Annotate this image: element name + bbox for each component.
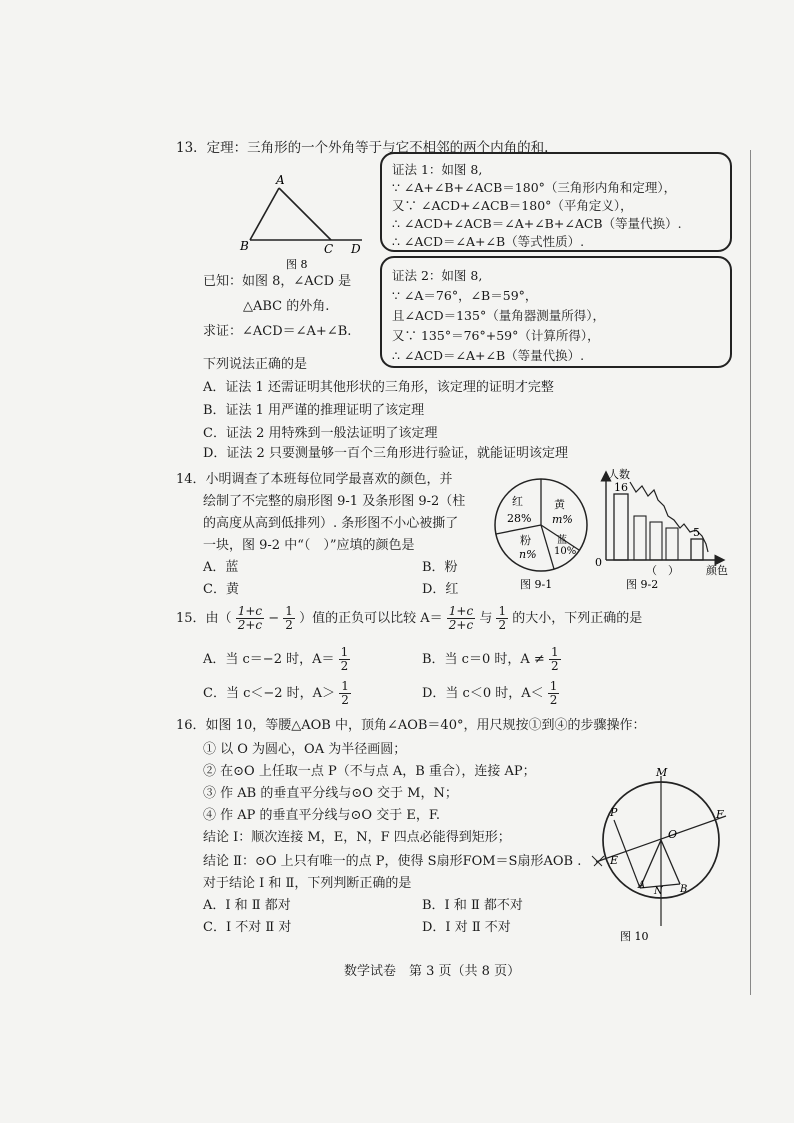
- q13-option-c[interactable]: C．证法 2 用特殊到一般法证明了该定理: [203, 426, 438, 441]
- q16-line-1: 16．如图 10，等腰△AOB 中，顶角∠AOB＝40°，用尺规按①到④的步骤操作：: [176, 718, 646, 733]
- bar-1: [614, 494, 628, 560]
- q16-question: 对于结论 Ⅰ 和 Ⅱ，下列判断正确的是: [203, 876, 412, 891]
- fig10-label-b: B: [680, 884, 688, 895]
- fig10-label-m: M: [656, 766, 668, 779]
- q14-line-2: 绘制了不完整的扇形图 9-1 及条形图 9-2（柱: [203, 494, 466, 509]
- q14-option-a[interactable]: A．蓝: [203, 560, 239, 575]
- pie-label-blue: 蓝: [557, 535, 567, 546]
- proof1-line-4: ∴ ∠ACD+∠ACB＝∠A+∠B+∠ACB（等量代换）.: [392, 216, 682, 231]
- proof1-line-1: 证法 1：如图 8,: [392, 162, 483, 177]
- q14-line-1: 14．小明调查了本班每位同学最喜欢的颜色，并: [176, 472, 453, 487]
- q16-option-b[interactable]: B．Ⅰ 和 Ⅱ 都不对: [422, 898, 523, 913]
- q15-option-d[interactable]: D．当 c＜0 时，A＜ $\frac{1}{2}$: [422, 679, 558, 707]
- q16-option-a[interactable]: A．Ⅰ 和 Ⅱ 都对: [203, 898, 291, 913]
- q16-option-c[interactable]: C．Ⅰ 不对 Ⅱ 对: [203, 920, 292, 935]
- bar-3: [650, 522, 662, 560]
- q13-given-1: 已知：如图 8，∠ACD 是: [203, 274, 352, 289]
- q13-option-d[interactable]: D．证法 2 只要测量够一百个三角形进行验证，就能证明该定理: [203, 446, 568, 461]
- bar-2: [634, 516, 646, 560]
- q15-suffix: 的大小，下列正确的是: [512, 611, 643, 626]
- pie-divider-left: [496, 525, 541, 534]
- pie-label-yellow: 黄: [554, 498, 565, 511]
- proof2-line-1: 证法 2：如图 8,: [392, 268, 483, 283]
- q15-frac-half-a: $\frac{1}{2}$: [285, 604, 293, 632]
- proof-1-box: [380, 152, 732, 252]
- fig10-label-p: P: [610, 806, 618, 819]
- q16-conclusion-1: 结论 Ⅰ：顺次连接 M，E，N，F 四点必能得到矩形；: [203, 830, 511, 845]
- q15-option-b[interactable]: B．当 c＝0 时，A ≠ $\frac{1}{2}$: [422, 645, 559, 673]
- q16-step-1: ① 以 O 为圆心，OA 为半径画圆；: [203, 742, 407, 757]
- bar-origin: 0: [595, 556, 602, 569]
- fig8-side-ac: [279, 188, 331, 240]
- fig8-label-a: A: [276, 173, 285, 187]
- q13-option-a[interactable]: A．证法 1 还需证明其他形状的三角形，该定理的证明才完整: [203, 380, 554, 395]
- bar-xlabel: 颜色: [706, 564, 728, 577]
- page-footer: 数学试卷 第 3 页（共 8 页）: [344, 964, 521, 979]
- q13-given-2: △ABC 的外角.: [243, 299, 330, 314]
- pie-pct-blue: 10%: [554, 546, 577, 557]
- bar-5: [691, 539, 703, 560]
- q14-option-d[interactable]: D．红: [422, 582, 459, 597]
- bar-caption: 图 9-2: [626, 578, 659, 591]
- q15-stem: [176, 601, 642, 637]
- q15-frac-main-a: $\frac{1+c}{2+c}$: [237, 604, 263, 632]
- pie-pct-red: 28%: [507, 512, 532, 525]
- figure-8: [236, 170, 376, 278]
- q16-step-2: ② 在⊙O 上任取一点 P（不与点 A，B 重合），连接 AP；: [203, 764, 536, 779]
- figure-9-1-pie: [488, 470, 598, 592]
- proof1-line-5: ∴ ∠ACD＝∠A+∠B（等式性质）.: [392, 234, 585, 249]
- proof2-line-4: 又∵ 135°＝76°+59°（计算所得），: [392, 328, 600, 343]
- pie-pct-yellow: m%: [552, 513, 573, 526]
- fig10-label-e: E: [610, 854, 619, 867]
- q15-option-c[interactable]: C．当 c＜−2 时，A＞ $\frac{1}{2}$: [203, 679, 349, 707]
- q15-frac-half-b: $\frac{1}{2}$: [498, 604, 507, 632]
- q14-line-3: 的高度从高到低排列）. 条形图不小心被撕了: [203, 516, 459, 531]
- q16-conclusion-2: 结论 Ⅱ：⊙O 上只有唯一的点 P，使得 S扇形FOM＝S扇形AOB .: [203, 854, 582, 869]
- proof-2-box: [380, 256, 732, 368]
- q15-minus: −: [268, 611, 280, 626]
- fig10-label-f: F: [716, 808, 724, 821]
- fig10-ob: [661, 840, 680, 884]
- bar-blank-label: （ ）: [646, 564, 679, 577]
- bar-ylabel: 人数: [608, 468, 630, 481]
- q15-mid: ）值的正负可以比较 A＝: [299, 611, 443, 626]
- q13-stem: 13．定理：三角形的一个外角等于与它不相邻的两个内角的和.: [176, 140, 549, 156]
- q15-prefix: 15．由（: [176, 611, 232, 626]
- fig10-caption: 图 10: [620, 930, 649, 943]
- q15-and: 与: [479, 611, 493, 626]
- bar-4: [666, 528, 678, 560]
- q16-option-d[interactable]: D．Ⅰ 对 Ⅱ 不对: [422, 920, 511, 935]
- pie-label-red: 红: [512, 495, 523, 508]
- proof1-line-2: ∵ ∠A+∠B+∠ACB＝180°（三角形内角和定理），: [392, 180, 677, 195]
- fig8-label-d: D: [351, 242, 361, 256]
- q13-question: 下列说法正确的是: [203, 357, 308, 372]
- pie-pct-pink: n%: [519, 548, 537, 561]
- q14-line-4: 一块，图 9-2 中“（ ）”应填的颜色是: [203, 538, 415, 553]
- figure-9-2-bar: [592, 466, 742, 592]
- q13-prove: 求证：∠ACD＝∠A+∠B.: [203, 324, 352, 339]
- q16-step-3: ③ 作 AB 的垂直平分线与⊙O 交于 M，N；: [203, 786, 458, 801]
- q13-option-b[interactable]: B．证法 1 用严谨的推理证明了该定理: [203, 403, 425, 418]
- pie-caption: 图 9-1: [520, 578, 553, 591]
- q15-frac-main-b: $\frac{1+c}{2+c}$: [448, 604, 474, 632]
- q14-option-b[interactable]: B．粉: [422, 560, 458, 575]
- fig10-label-a: A: [638, 880, 646, 891]
- q15-option-a[interactable]: A．当 c＝−2 时，A＝ $\frac{1}{2}$: [203, 645, 349, 673]
- fig8-caption: 图 8: [286, 258, 308, 271]
- bar-value-5: 5: [693, 526, 700, 539]
- fig8-label-c: C: [324, 242, 334, 256]
- fig8-side-ab: [250, 188, 279, 240]
- bar-value-16: 16: [614, 481, 628, 494]
- fig8-label-b: B: [240, 239, 249, 253]
- figure-10: [584, 766, 744, 946]
- proof2-line-2: ∵ ∠A＝76°，∠B＝59°，: [392, 288, 538, 303]
- pie-label-pink: 粉: [520, 534, 531, 547]
- proof2-line-5: ∴ ∠ACD＝∠A+∠B（等量代换）.: [392, 348, 585, 363]
- q14-option-c[interactable]: C．黄: [203, 582, 239, 597]
- q16-step-4: ④ 作 AP 的垂直平分线与⊙O 交于 E，F.: [203, 808, 440, 823]
- page-edge-line: [750, 150, 751, 995]
- bar-torn-edge: [630, 482, 708, 552]
- proof1-line-3: 又∵ ∠ACD+∠ACB＝180°（平角定义），: [392, 198, 633, 213]
- fig10-label-o: O: [668, 828, 678, 841]
- fig10-label-n: N: [654, 886, 663, 897]
- proof2-line-3: 且∠ACD＝135°（量角器测量所得），: [392, 308, 605, 323]
